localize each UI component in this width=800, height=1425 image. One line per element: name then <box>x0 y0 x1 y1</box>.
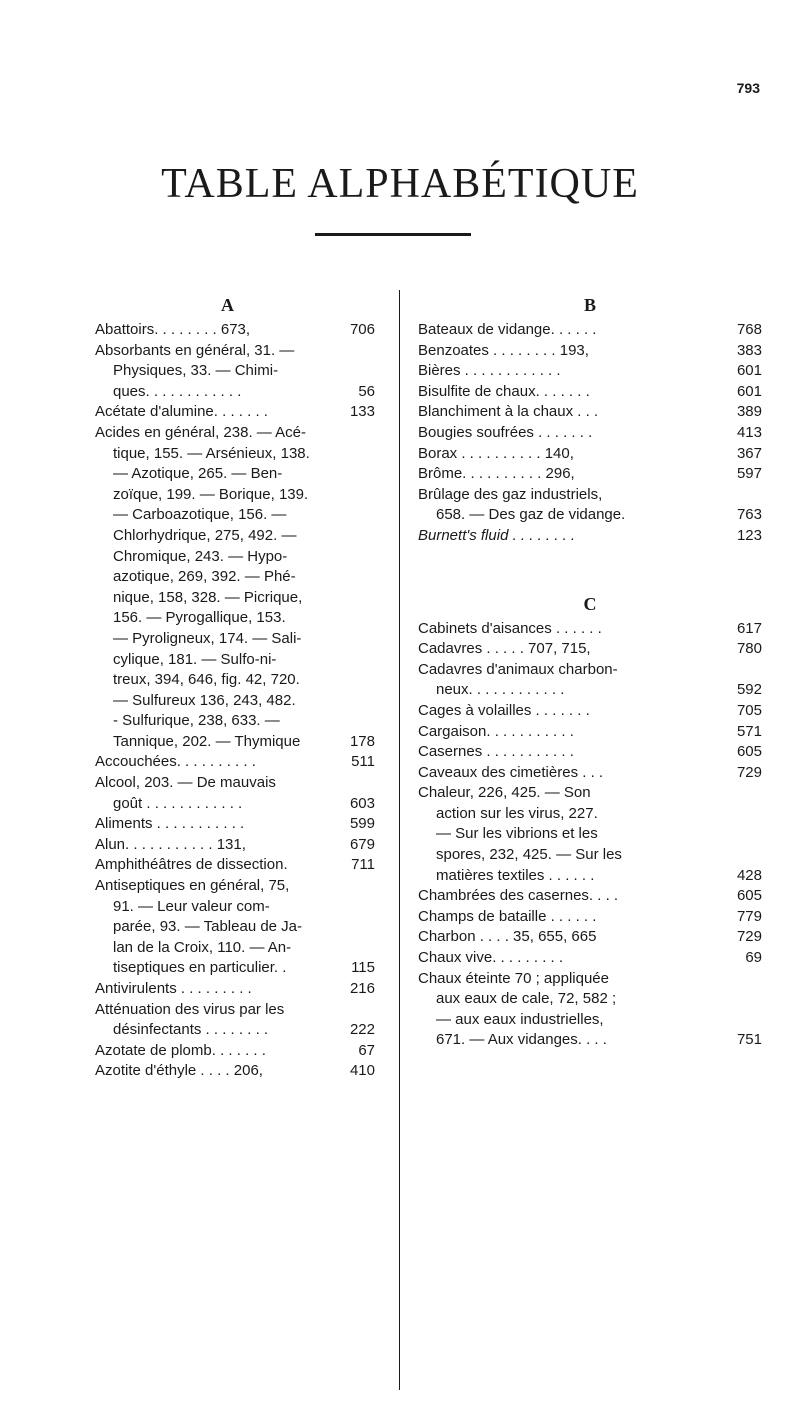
entry-page-number: 56 <box>358 382 375 400</box>
entry-text-line: Burnett's fluid . . . . . . . . <box>418 526 576 544</box>
section-spacer <box>418 547 762 589</box>
entry-page-number: 69 <box>745 949 762 967</box>
entry-text-line: — Azotique, 265. — Ben- <box>113 465 283 483</box>
right-column <box>418 290 762 1051</box>
index-entry <box>95 752 375 773</box>
entry-text-line: Physiques, 33. — Chimi- <box>113 362 279 380</box>
section-letter-c: C <box>583 593 597 614</box>
entry-text-line: Chambrées des casernes. . . . <box>418 887 619 905</box>
entry-page-number: 592 <box>736 681 762 699</box>
entry-text-line: Azotite d'éthyle . . . . 206, <box>95 1062 263 1080</box>
entry-text-line: parée, 93. — Tableau de Ja- <box>113 918 303 936</box>
index-entry <box>418 969 762 1051</box>
entry-text-line: Bières . . . . . . . . . . . . <box>418 362 561 380</box>
index-entry <box>95 423 375 753</box>
index-entry <box>418 886 762 907</box>
entry-text-line: Chaux vive. . . . . . . . . <box>418 949 564 967</box>
entry-text-line: Chaux éteinte 70 ; appliquée <box>418 969 609 987</box>
entry-page-number: 383 <box>736 341 762 359</box>
entry-page-number: 679 <box>349 835 375 853</box>
entry-text-line: Accouchées. . . . . . . . . . <box>95 753 256 771</box>
entry-text-line: Tannique, 202. — Thymique <box>113 732 301 750</box>
entry-page-number: 729 <box>736 928 762 946</box>
entry-text-line: Bateaux de vidange. . . . . . <box>418 321 597 338</box>
entry-list-c <box>418 619 762 1051</box>
index-entry <box>95 341 375 403</box>
index-entry <box>95 773 375 814</box>
entry-text-line: ques. . . . . . . . . . . . <box>113 382 242 400</box>
title-rule <box>315 233 471 236</box>
index-entry <box>418 361 762 382</box>
entry-text-line: zoïque, 199. — Borique, 139. <box>113 485 309 503</box>
entry-page-number: 389 <box>736 403 762 421</box>
entry-text-line: Azotate de plomb. . . . . . . <box>95 1041 266 1059</box>
entry-text-line: — Sulfureux 136, 243, 482. <box>113 691 296 709</box>
index-entry <box>418 320 762 341</box>
entry-text-line: Chromique, 243. — Hypo- <box>113 547 288 565</box>
entry-text-line: cylique, 181. — Sulfo-ni- <box>113 650 277 668</box>
entry-text-line: Brôme. . . . . . . . . . 296, <box>418 465 575 483</box>
index-entry <box>418 722 762 743</box>
entry-page-number: 216 <box>349 980 375 997</box>
index-entry <box>95 876 375 979</box>
entry-text-line: Acétate d'alumine. . . . . . . <box>95 403 268 421</box>
entry-page-number: 571 <box>736 722 762 740</box>
index-entry <box>95 320 375 341</box>
index-entry <box>418 402 762 423</box>
entry-page-number: 779 <box>736 907 762 925</box>
entry-text-line: Borax . . . . . . . . . . 140, <box>418 444 574 462</box>
entry-text-line: Abattoirs. . . . . . . . 673, <box>95 321 251 338</box>
entry-text-line: Charbon . . . . 35, 655, 665 <box>418 928 597 946</box>
entry-page-number: 123 <box>736 526 762 544</box>
entry-text-line: azotique, 269, 392. — Phé- <box>113 568 296 586</box>
entry-text-line: Bisulfite de chaux. . . . . . . <box>418 382 590 400</box>
entry-text-line: spores, 232, 425. — Sur les <box>436 846 622 864</box>
index-entry <box>95 1000 375 1041</box>
entry-text-line: Casernes . . . . . . . . . . . <box>418 743 574 761</box>
entry-page-number: 763 <box>736 506 762 524</box>
entry-text-line: Cadavres . . . . . 707, 715, <box>418 640 591 658</box>
index-entry <box>418 423 762 444</box>
entry-text-line: Champs de bataille . . . . . . <box>418 907 597 925</box>
index-entry <box>418 619 762 640</box>
index-entry <box>418 742 762 763</box>
entry-text-line: lan de la Croix, 110. — An- <box>113 938 292 956</box>
index-entry <box>418 639 762 660</box>
entry-text-line: Atténuation des virus par les <box>95 1000 285 1018</box>
entry-text-line: Absorbants en général, 31. — <box>95 341 295 359</box>
entry-text-line: 91. — Leur valeur com- <box>113 897 270 915</box>
entry-text-line: Caveaux des cimetières . . . <box>418 763 604 781</box>
index-entry <box>418 485 762 526</box>
entry-text-line: Aliments . . . . . . . . . . . <box>95 815 245 833</box>
index-entry <box>418 660 762 701</box>
entry-text-line: Chlorhydrique, 275, 492. — <box>113 526 297 544</box>
entry-list-a <box>95 320 375 1082</box>
index-entry <box>95 835 375 856</box>
entry-text-line: tiseptiques en particulier. . <box>113 959 287 977</box>
entry-page-number: 511 <box>351 753 375 771</box>
index-entry <box>418 444 762 465</box>
entry-page-number: 780 <box>736 640 762 658</box>
index-entry <box>95 979 375 1000</box>
entry-page-number: 768 <box>736 321 762 338</box>
index-entry <box>95 1041 375 1062</box>
entry-text-line: 671. — Aux vidanges. . . . <box>436 1031 607 1049</box>
entry-text-line: — Sur les vibrions et les <box>436 825 598 843</box>
entry-text-line: Amphithéâtres de dissection. <box>95 856 288 874</box>
entry-text-line: Chaleur, 226, 425. — Son <box>418 784 591 802</box>
index-entry <box>418 382 762 403</box>
entry-text-line: — Carboazotique, 156. — <box>113 506 287 524</box>
entry-text-line: Blanchiment à la chaux . . . <box>418 403 599 421</box>
entry-page-number: 428 <box>736 866 762 884</box>
page-title: TABLE ALPHABÉTIQUE <box>161 161 639 207</box>
entry-page-number: 413 <box>736 423 762 441</box>
entry-page-number: 367 <box>736 444 762 462</box>
entry-page-number: 67 <box>358 1041 375 1059</box>
entry-text-line: Cargaison. . . . . . . . . . . <box>418 722 574 740</box>
index-entry <box>418 907 762 928</box>
entry-page-number: 597 <box>736 465 762 483</box>
entry-text-line: 658. — Des gaz de vidange. <box>436 506 626 524</box>
index-entry <box>418 763 762 784</box>
section-letter-b: B <box>583 295 596 315</box>
entry-text-line: nique, 158, 328. — Picrique, <box>113 588 303 606</box>
entry-page-number: 601 <box>736 362 762 380</box>
index-entry <box>418 341 762 362</box>
index-entry <box>418 948 762 969</box>
entry-text-line: Antivirulents . . . . . . . . . <box>95 980 252 997</box>
entry-text-line: Bougies soufrées . . . . . . . <box>418 423 593 441</box>
section-letter-a: A <box>221 295 234 315</box>
index-entry <box>95 1061 375 1082</box>
entry-text-line: Benzoates . . . . . . . . 193, <box>418 341 589 359</box>
entry-text-line: - Sulfurique, 238, 633. — <box>113 712 280 730</box>
entry-page-number: 729 <box>736 763 762 781</box>
entry-text-line: treux, 394, 646, fig. 42, 720. <box>113 671 300 689</box>
entry-text-line: Alun. . . . . . . . . . . 131, <box>95 835 246 853</box>
entry-text-line: Alcool, 203. — De mauvais <box>95 774 276 792</box>
entry-text-line: désinfectants . . . . . . . . <box>113 1021 269 1039</box>
entry-page-number: 706 <box>349 321 375 338</box>
index-entry <box>95 402 375 423</box>
column-divider <box>399 290 400 1390</box>
entry-page-number: 603 <box>349 794 375 812</box>
entry-text-line: neux. . . . . . . . . . . . <box>436 681 565 699</box>
entry-text-line: — Pyroligneux, 174. — Sali- <box>113 629 302 647</box>
entry-page-number: 711 <box>351 856 375 874</box>
entry-page-number: 178 <box>349 732 375 750</box>
entry-text-line: Cabinets d'aisances . . . . . . <box>418 619 602 637</box>
entry-page-number: 705 <box>736 701 762 719</box>
entry-page-number: 599 <box>349 815 375 833</box>
left-column <box>95 290 375 1082</box>
entry-text-line: Cages à volailles . . . . . . . <box>418 701 590 719</box>
page-number: 793 <box>736 80 760 96</box>
entry-page-number: 605 <box>736 743 762 761</box>
entry-page-number: 410 <box>349 1062 375 1080</box>
entry-text-line: aux eaux de cale, 72, 582 ; <box>436 990 617 1008</box>
index-entry <box>418 927 762 948</box>
entry-text-line: Brûlage des gaz industriels, <box>418 485 603 503</box>
entry-text-line: Cadavres d'animaux charbon- <box>418 660 618 678</box>
entry-page-number: 115 <box>351 959 375 977</box>
index-entry <box>95 855 375 876</box>
entry-page-number: 601 <box>736 382 762 400</box>
index-entry <box>418 526 762 547</box>
entry-text-line: Antiseptiques en général, 75, <box>95 877 290 895</box>
entry-text-line: Acides en général, 238. — Acé- <box>95 423 306 441</box>
entry-page-number: 605 <box>736 887 762 905</box>
entry-text-line: goût . . . . . . . . . . . . <box>113 794 243 812</box>
entry-page-number: 617 <box>736 619 762 637</box>
entry-page-number: 133 <box>349 403 375 421</box>
entry-list-b <box>418 320 762 547</box>
index-entry <box>95 814 375 835</box>
entry-text-line: action sur les virus, 227. <box>436 804 598 822</box>
index-entry <box>418 783 762 886</box>
entry-text-line: — aux eaux industrielles, <box>436 1010 604 1028</box>
entry-page-number: 222 <box>349 1021 375 1039</box>
index-entry <box>418 701 762 722</box>
entry-text-line: matières textiles . . . . . . <box>436 866 595 884</box>
entry-text-line: tique, 155. — Arsénieux, 138. <box>113 444 310 462</box>
entry-page-number: 751 <box>736 1031 762 1049</box>
index-entry <box>418 464 762 485</box>
entry-text-line: 156. — Pyrogallique, 153. <box>113 609 286 627</box>
